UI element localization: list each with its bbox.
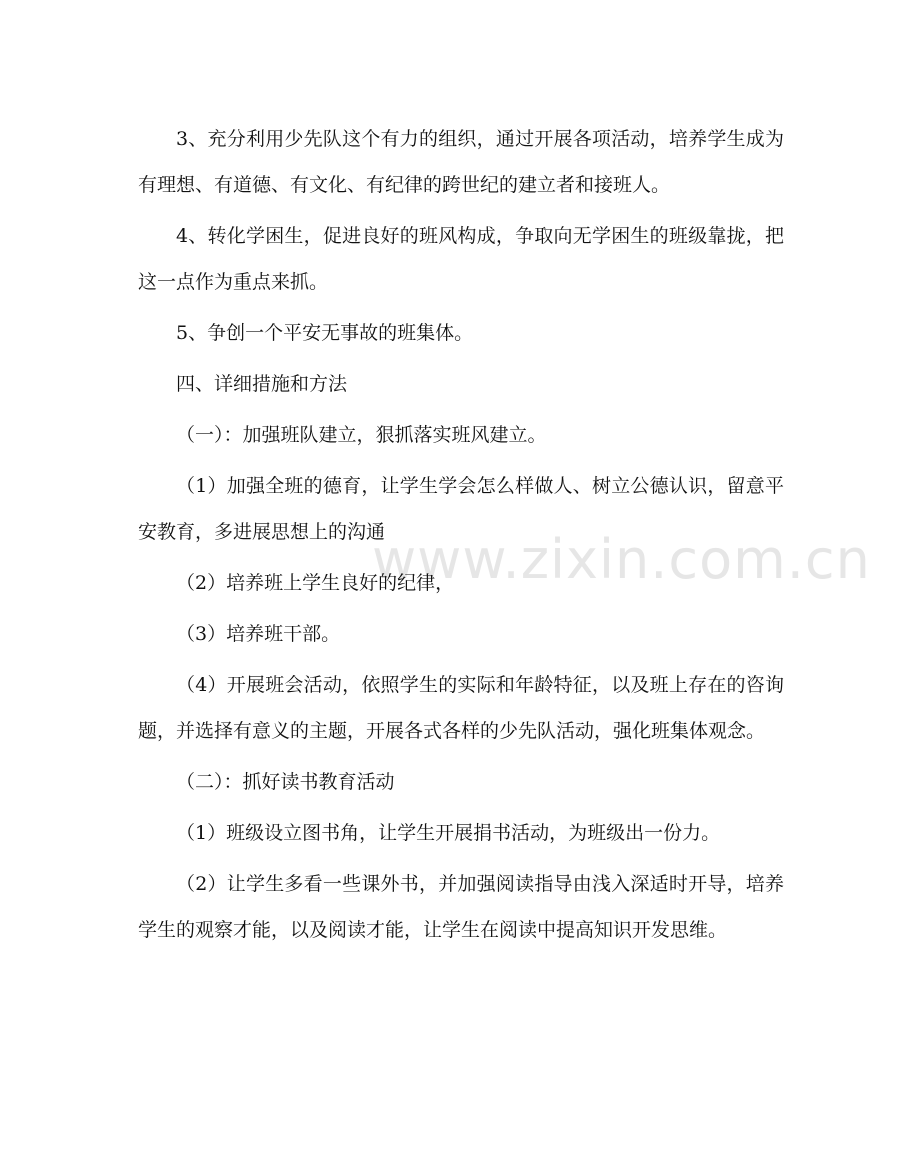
- paragraph-goal-5: 5、争创一个平安无事故的班集体。: [176, 322, 474, 344]
- watermark-text: www.zixin.com.cn: [372, 528, 871, 591]
- subheading-class-building: （一）：加强班队建立，狠抓落实班风建立。: [176, 424, 547, 446]
- item-class-meetings: （4）开展班会活动，依照学生的实际和年龄特征，以及班上存在的咨询题，并选择有意义的主题，开展各式各样的少先队活动，强化班集体观念。: [138, 674, 784, 742]
- item-discipline: （2）培养班上学生良好的纪律，: [176, 572, 455, 594]
- item-moral-education: （1）加强全班的德育，让学生学会怎么样做人、树立公德认识，留意平安教育，多进展思想上的沟通: [138, 475, 784, 543]
- document-body: [138, 116, 784, 958]
- item-extracurricular-reading: （2）让学生多看一些课外书，并加强阅读指导由浅入深适时开导，培养学生的观察才能，以及阅读才能，让学生在阅读中提高知识开发思维。: [138, 873, 784, 941]
- paragraph-goal-3: 3、充分利用少先队这个有力的组织，通过开展各项活动，培养学生成为有理想、有道德、有文化、有纪律的跨世纪的建立者和接班人。: [138, 128, 784, 196]
- item-class-cadres: （3）培养班干部。: [176, 623, 341, 645]
- paragraph-goal-4: 4、转化学困生，促进良好的班风构成，争取向无学困生的班级靠拢，把这一点作为重点来抓。: [138, 225, 784, 293]
- section-heading-measures: 四、详细措施和方法: [176, 373, 348, 395]
- subheading-reading: （二）：抓好读书教育活动: [176, 771, 395, 793]
- item-book-corner: （1）班级设立图书角，让学生开展捐书活动，为班级出一份力。: [176, 822, 721, 844]
